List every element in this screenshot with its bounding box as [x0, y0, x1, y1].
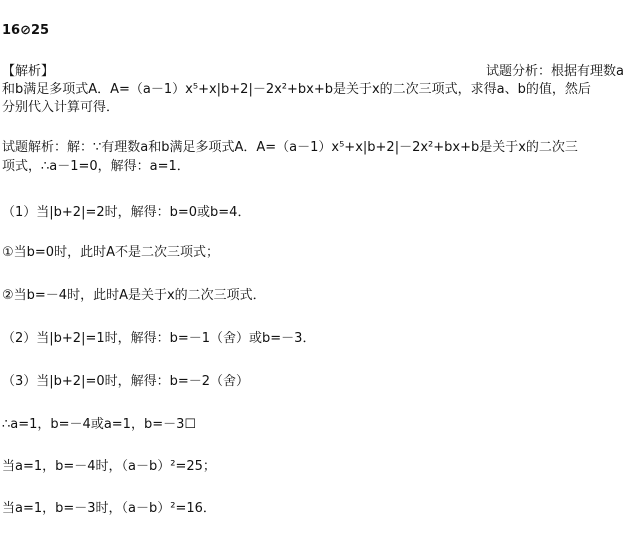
solution-case-b: ②当b=－4时，此时A是关于x的二次三项式． [2, 288, 266, 303]
solution-line1: 试题解析：解：∵有理数a和b满足多项式A．A=（a－1）x⁵+x|b+2|－2x²+bx+b是关于x的二次三 [2, 140, 578, 155]
solution-result1: 当a=1，b=－4时，（a－b）²=25； [2, 459, 216, 474]
solution-line2: 项式，∴a－1=0，解得：a=1． [2, 159, 190, 174]
analysis-summary-label: 试题分析：根据有理数a [486, 64, 624, 79]
solution-step3: （3）当|b+2|=0时，解得：b=－2（舍） [2, 374, 250, 389]
analysis-summary-line2: 和b满足多项式A．A=（a－1）x⁵+x|b+2|－2x²+bx+b是关于x的二次三项式，求得a、b的值，然后 [2, 82, 591, 97]
solution-step1: （1）当|b+2|=2时，解得：b=0或b=4． [2, 205, 251, 220]
solution-case-a: ①当b=0时，此时A不是二次三项式； [2, 245, 219, 260]
analysis-summary-line3: 分别代入计算可得． [2, 100, 120, 115]
analysis-tag: 【解析】 [2, 64, 55, 79]
solution-step2: （2）当|b+2|=1时，解得：b=－1（舍）或b=－3． [2, 331, 316, 346]
solution-conclusion: ∴a=1，b=－4或a=1，b=－3☐ [2, 417, 197, 432]
page-mark: 16⊘25 [2, 23, 50, 38]
solution-result2: 当a=1，b=－3时，（a－b）²=16． [2, 501, 216, 516]
